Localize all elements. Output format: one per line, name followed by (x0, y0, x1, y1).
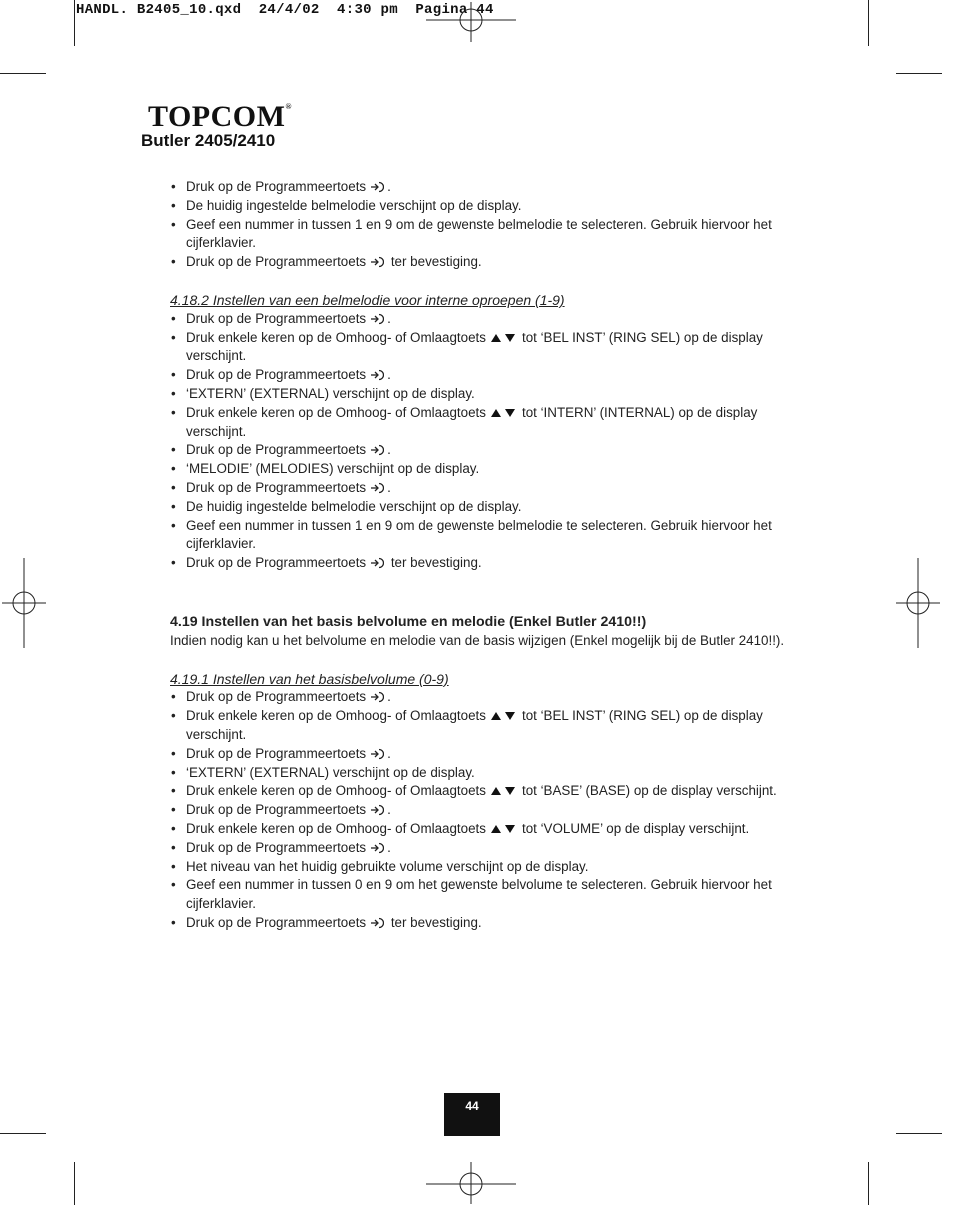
item-text: Druk enkele keren op de Omhoog- of Omlaagtoets (186, 783, 486, 799)
section-text: Indien nodig kan u het belvolume en melodie van de basis wijzigen (Enkel mogelijk bij de Butler 2410!!). (170, 632, 785, 648)
crop-mark (896, 73, 942, 74)
item-text: Druk op de Programmeertoets (186, 839, 367, 855)
item-text: Druk op de Programmeertoets (186, 689, 367, 705)
list-item (170, 441, 800, 460)
item-text: Druk enkele keren op de Omhoog- of Omlaagtoets (186, 708, 486, 724)
item-text-suffix: . (387, 367, 391, 383)
list-item (170, 479, 800, 498)
program-key-icon (370, 181, 384, 193)
item-text-suffix: . (387, 479, 391, 495)
item-text: Druk op de Programmeertoets (186, 254, 367, 270)
up-down-arrows-icon (490, 333, 516, 343)
crop-mark (74, 1162, 75, 1205)
list-item (170, 517, 800, 555)
registration-mark-icon (896, 558, 940, 648)
crop-mark (0, 1133, 46, 1134)
list-item (170, 876, 800, 914)
model-title: Butler 2405/2410 (141, 131, 276, 150)
program-key-icon (370, 842, 384, 854)
item-text: Druk op de Programmeertoets (186, 310, 367, 326)
item-text-suffix: . (387, 689, 391, 705)
item-text: Druk op de Programmeertoets (186, 555, 367, 571)
instruction-list (170, 178, 800, 272)
item-text: Druk op de Programmeertoets (186, 802, 367, 818)
instruction-list (170, 688, 800, 932)
crop-mark (868, 0, 869, 46)
list-item (170, 216, 800, 254)
crop-mark (868, 1162, 869, 1205)
crop-mark (0, 73, 46, 74)
item-text: Druk op de Programmeertoets (186, 179, 367, 194)
item-text-suffix: tot ‘BEL INST’ (RING SEL) op de display verschijnt. (186, 329, 763, 364)
list-item (170, 707, 800, 745)
list-item (170, 782, 800, 801)
item-text: Druk op de Programmeertoets (186, 745, 367, 761)
item-text: Druk op de Programmeertoets (186, 442, 367, 458)
item-text-suffix: . (387, 179, 391, 194)
program-key-icon (370, 557, 384, 569)
program-key-icon (370, 369, 384, 381)
list-item (170, 914, 800, 933)
item-text-suffix: tot ‘BEL INST’ (RING SEL) op de display verschijnt. (186, 708, 763, 742)
list-item (170, 688, 800, 707)
up-down-arrows-icon (490, 824, 516, 834)
item-text-suffix: tot ‘VOLUME’ op de display verschijnt. (521, 820, 750, 836)
program-key-icon (370, 444, 384, 456)
item-text-suffix: tot ‘BASE’ (BASE) op de display verschijnt. (521, 783, 777, 799)
item-text: ‘EXTERN’ (EXTERNAL) verschijnt op de display. (186, 385, 475, 401)
item-text: Druk enkele keren op de Omhoog- of Omlaagtoets (186, 404, 486, 420)
subsection-heading: 4.18.2 Instellen van een belmelodie voor interne oproepen (1-9) (170, 291, 565, 308)
program-key-icon (370, 917, 384, 929)
instruction-list (170, 310, 800, 573)
item-text: Druk op de Programmeertoets (186, 367, 367, 383)
item-text-suffix: tot ‘INTERN’ (INTERNAL) op de display verschijnt. (186, 404, 758, 439)
item-text-suffix: . (387, 745, 391, 761)
page-content (170, 178, 800, 933)
program-key-icon (370, 691, 384, 703)
item-text-suffix: . (387, 310, 391, 326)
subsection-heading: 4.19.1 Instellen van het basisbelvolume (0-9) (170, 670, 449, 687)
item-text-suffix: ter bevestiging. (387, 555, 482, 571)
list-item (170, 554, 800, 573)
crop-mark (74, 0, 75, 46)
up-down-arrows-icon (490, 786, 516, 796)
list-item (170, 329, 800, 367)
item-text-suffix: . (387, 839, 391, 855)
registration-mark-icon (426, 2, 516, 42)
program-key-icon (370, 748, 384, 760)
registration-mark-icon (2, 558, 46, 648)
item-text: Druk op de Programmeertoets (186, 479, 367, 495)
list-item (170, 404, 800, 442)
item-text: ‘MELODIE’ (MELODIES) verschijnt op de display. (186, 461, 480, 477)
item-text: Druk op de Programmeertoets (186, 914, 367, 930)
list-item (170, 745, 800, 764)
section-heading: 4.19 Instellen van het basis belvolume en melodie (Enkel Butler 2410!!) (170, 613, 647, 630)
list-item (170, 197, 800, 216)
list-item (170, 858, 800, 877)
list-item (170, 178, 800, 197)
item-text: ‘EXTERN’ (EXTERNAL) verschijnt op de display. (186, 764, 475, 780)
program-key-icon (370, 256, 384, 268)
item-text: Druk enkele keren op de Omhoog- of Omlaagtoets (186, 820, 486, 836)
list-item (170, 460, 800, 479)
list-item (170, 764, 800, 783)
item-text: Het niveau van het huidig gebruikte volume verschijnt op de display. (186, 858, 589, 874)
list-item (170, 310, 800, 329)
item-text: De huidig ingestelde belmelodie verschijnt op de display. (186, 197, 522, 213)
up-down-arrows-icon (490, 711, 516, 721)
registration-mark-icon (426, 1162, 516, 1204)
list-item (170, 801, 800, 820)
item-text: De huidig ingestelde belmelodie verschijnt op de display. (186, 498, 522, 514)
item-text-suffix: ter bevestiging. (387, 254, 482, 270)
crop-mark (896, 1133, 942, 1134)
up-down-arrows-icon (490, 408, 516, 418)
item-text-suffix: . (387, 802, 391, 818)
item-text-suffix: . (387, 442, 391, 458)
item-text: Geef een nummer in tussen 1 en 9 om de gewenste belmelodie te selecteren. Gebruik hiervoor het cijferklavier. (186, 517, 772, 552)
item-text-suffix: ter bevestiging. (387, 914, 482, 930)
list-item (170, 498, 800, 517)
list-item (170, 253, 800, 272)
item-text: Druk enkele keren op de Omhoog- of Omlaagtoets (186, 329, 486, 345)
brand-logo: TOPCOM® (148, 100, 292, 133)
list-item (170, 385, 800, 404)
page-number: 44 (444, 1093, 500, 1136)
item-text: Geef een nummer in tussen 0 en 9 om het gewenste belvolume te selecteren. Gebruik hiervoor het cijferklavier. (186, 877, 772, 912)
program-key-icon (370, 313, 384, 325)
list-item (170, 820, 800, 839)
item-text: Geef een nummer in tussen 1 en 9 om de gewenste belmelodie te selecteren. Gebruik hiervoor het cijferklavier. (186, 216, 772, 251)
program-key-icon (370, 804, 384, 816)
program-key-icon (370, 482, 384, 494)
list-item (170, 366, 800, 385)
print-slug: HANDL. B2405_10.qxd 24/4/02 4:30 pm Pagina 44 (76, 2, 494, 18)
list-item (170, 839, 800, 858)
